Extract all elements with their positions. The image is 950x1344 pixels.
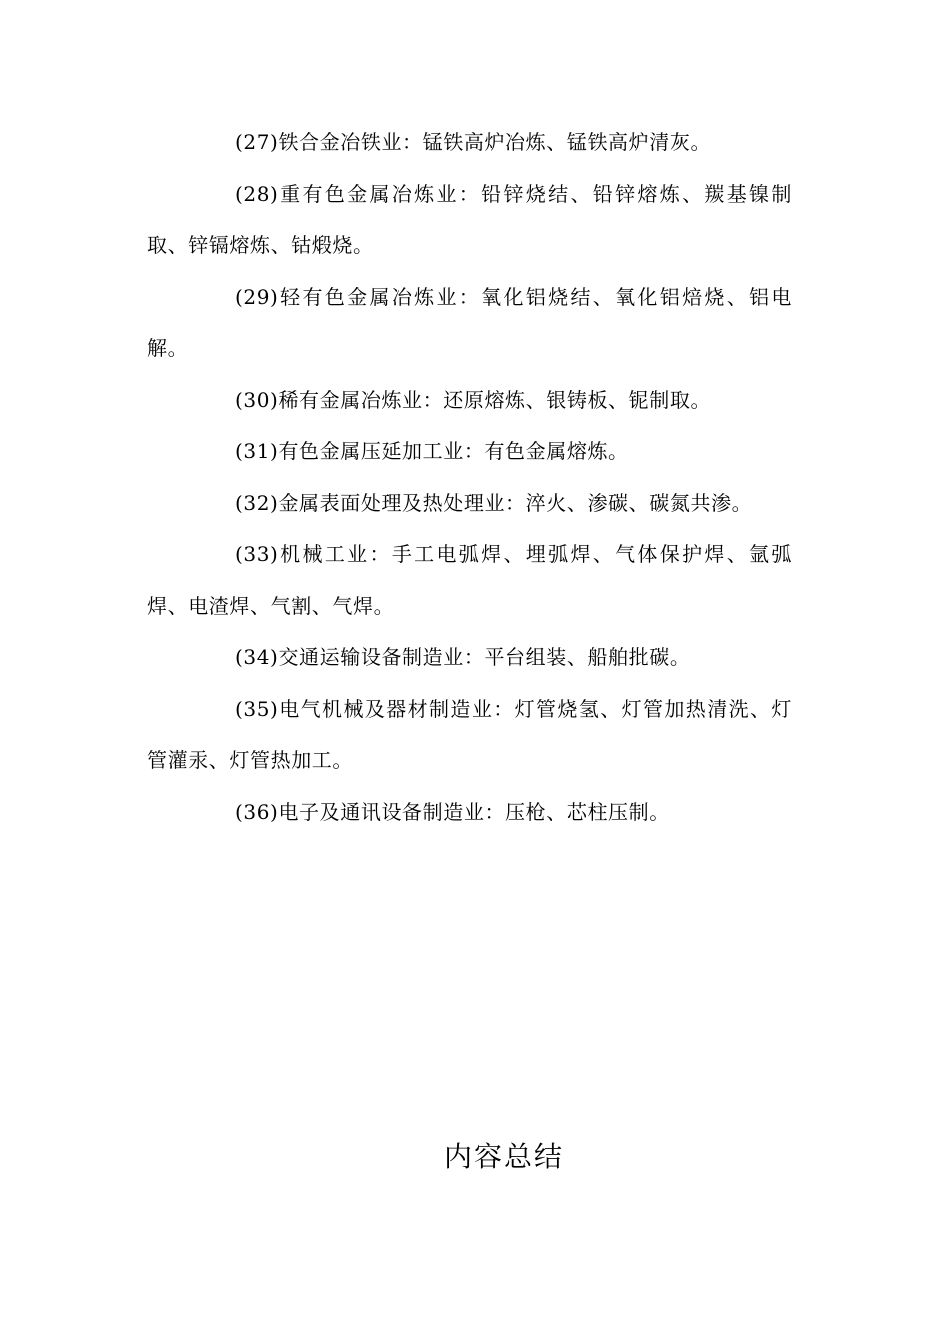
paragraph-36: (36)电子及通讯设备制造业：压枪、芯柱压制。 bbox=[235, 799, 670, 824]
paragraph-31: (31)有色金属压延加工业：有色金属熔炼。 bbox=[235, 439, 629, 463]
paragraph-28: (28)重有色金属冶炼业：铅锌烧结、铅锌熔炼、羰基镍制取、锌镉熔炼、钴煅烧。 bbox=[147, 181, 792, 257]
document-body bbox=[147, 117, 792, 838]
paragraph-34: (34)交通运输设备制造业：平台组装、船舶批碳。 bbox=[235, 645, 691, 669]
paragraph-27: (27)铁合金冶铁业：锰铁高炉冶炼、锰铁高炉清灰。 bbox=[235, 130, 712, 154]
paragraph-32: (32)金属表面处理及热处理业：淬火、渗碳、碳氮共渗。 bbox=[235, 490, 753, 515]
summary-heading: 内容总结 bbox=[443, 1140, 564, 1173]
paragraph-30: (30)稀有金属冶炼业：还原熔炼、银铸板、铌制取。 bbox=[235, 387, 712, 412]
paragraph-35: (35)电气机械及器材制造业：灯管烧氢、灯管加热清洗、灯管灌汞、灯管热加工。 bbox=[147, 696, 792, 772]
paragraph-33: (33)机械工业：手工电弧焊、埋弧焊、气体保护焊、氩弧焊、电渣焊、气割、气焊。 bbox=[147, 542, 792, 618]
paragraph-29: (29)轻有色金属冶炼业：氧化铝烧结、氧化铝焙烧、铝电解。 bbox=[147, 284, 792, 360]
